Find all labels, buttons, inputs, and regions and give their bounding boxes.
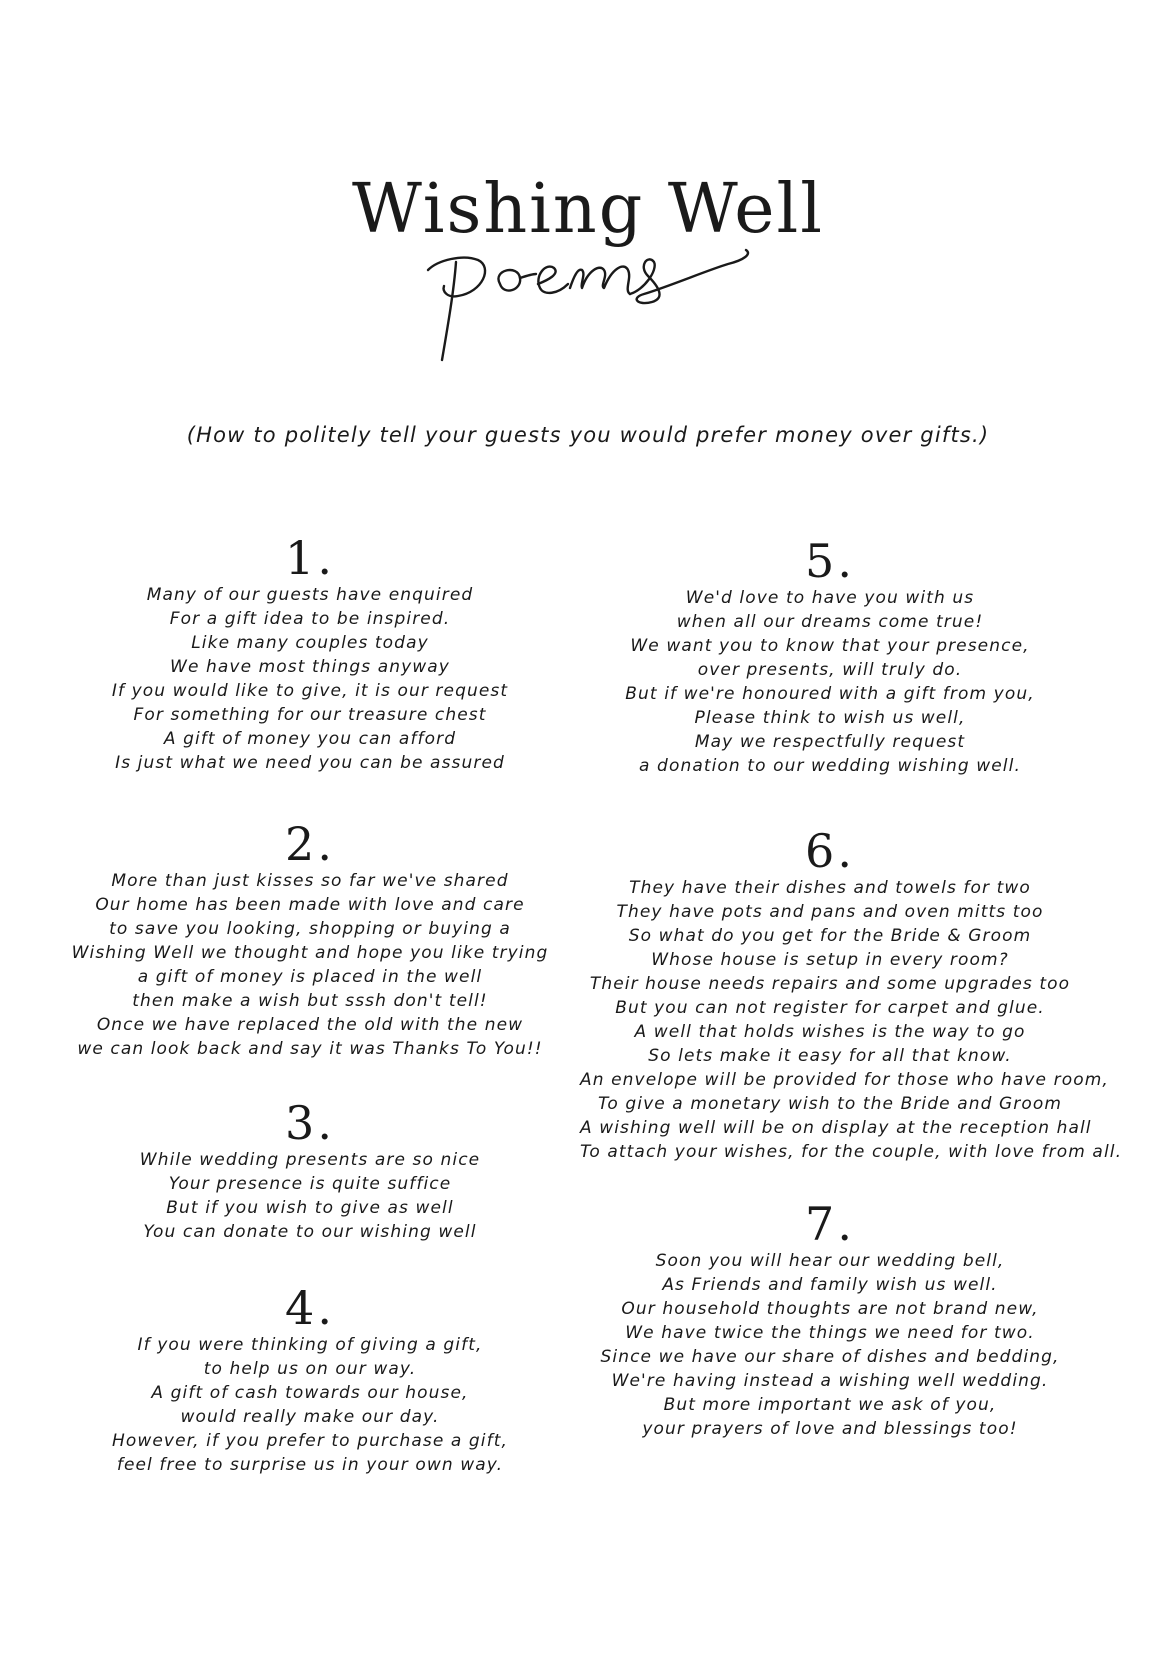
poem-line: So what do you get for the Bride & Groom	[628, 926, 1032, 946]
poem-line: However, if you prefer to purchase a gift,	[111, 1431, 508, 1451]
poem-lines	[60, 1333, 560, 1477]
poem-line: Soon you will hear our wedding bell,	[655, 1251, 1005, 1271]
poem-number: 4.	[285, 1281, 335, 1335]
poem-7	[580, 1199, 1080, 1441]
poem-line: Since we have our share of dishes and bedding,	[600, 1347, 1060, 1367]
poem-line: to save you looking, shopping or buying a	[109, 919, 511, 939]
poem-line: To give a monetary wish to the Bride and Groom	[597, 1094, 1063, 1114]
poem-line: We want you to know that your presence,	[630, 636, 1030, 656]
script-word-poems	[0, 240, 1176, 370]
script-poems-graphic	[408, 240, 768, 370]
page-title: Wishing Well	[352, 170, 824, 249]
poem-line: A well that holds wishes is the way to go	[634, 1022, 1026, 1042]
poem-line: We'd love to have you with us	[685, 588, 975, 608]
poem-line: Your presence is quite suffice	[168, 1174, 452, 1194]
poem-line: A gift of cash towards our house,	[151, 1383, 469, 1403]
poem-line: For something for our treasure chest	[133, 705, 487, 725]
poem-6	[580, 824, 1123, 1164]
poem-line: Once we have replaced the old with the new	[96, 1015, 524, 1035]
poem-line: Our household thoughts are not brand new,	[621, 1299, 1039, 1319]
poem-line: They have their dishes and towels for two	[629, 878, 1031, 898]
poem-line: But if you wish to give as well	[166, 1198, 454, 1218]
poem-lines	[60, 869, 560, 1061]
poem-line: For a gift idea to be inspired.	[169, 609, 451, 629]
poem-line: your prayers of love and blessings too!	[642, 1419, 1018, 1439]
poem-line: Whose house is setup in every room?	[651, 950, 1009, 970]
poem-line: But more important we ask of you,	[663, 1395, 997, 1415]
poem-line: So lets make it easy for all that know.	[648, 1046, 1012, 1066]
poem-line: We're having instead a wishing well wedding.	[611, 1371, 1049, 1391]
poem-line: If you were thinking of giving a gift,	[137, 1335, 483, 1355]
poem-line: They have pots and pans and oven mitts too	[616, 902, 1044, 922]
poem-number: 2.	[285, 817, 335, 871]
poem-line: feel free to surprise us in your own way.	[116, 1455, 504, 1475]
poem-line: Wishing Well we thought and hope you like trying	[71, 943, 549, 963]
poem-line: But if we're honoured with a gift from you,	[625, 684, 1035, 704]
poem-line: to help us on our way.	[203, 1359, 417, 1379]
poem-line: We have twice the things we need for two.	[625, 1323, 1035, 1343]
poem-line: But you can not register for carpet and glue.	[615, 998, 1045, 1018]
poem-line: To attach your wishes, for the couple, with love from all.	[580, 1142, 1123, 1162]
poem-5	[580, 536, 1080, 778]
poem-line: when all our dreams come true!	[676, 612, 984, 632]
poem-line: You can donate to our wishing well	[143, 1222, 477, 1242]
poem-number: 1.	[285, 531, 335, 585]
poem-4	[60, 1283, 560, 1477]
poem-line: Their house needs repairs and some upgrades too	[589, 974, 1071, 994]
poem-line: Is just what we need you can be assured	[115, 753, 505, 773]
poem-line: May we respectfully request	[694, 732, 966, 752]
poem-line: As Friends and family wish us well.	[662, 1275, 998, 1295]
poem-line: A wishing well will be on display at the reception hall	[580, 1118, 1092, 1138]
poem-3	[60, 1098, 560, 1244]
poem-line: An envelope will be provided for those who have room,	[580, 1070, 1109, 1090]
poem-line: Our home has been made with love and care	[95, 895, 525, 915]
poem-number: 5.	[805, 534, 855, 588]
poem-line: While wedding presents are so nice	[139, 1150, 481, 1170]
poem-line: Many of our guests have enquired	[146, 585, 474, 605]
poem-line: would really make our day.	[180, 1407, 440, 1427]
poem-line: over presents, will truly do.	[697, 660, 963, 680]
poem-line: We have most things anyway	[170, 657, 450, 677]
poem-1	[60, 533, 560, 775]
poem-line: a donation to our wedding wishing well.	[639, 756, 1021, 776]
poem-number: 7.	[805, 1197, 855, 1251]
poem-line: Please think to wish us well,	[694, 708, 966, 728]
poem-lines	[580, 1249, 1080, 1441]
poem-lines	[580, 586, 1080, 778]
poem-line: A gift of money you can afford	[163, 729, 457, 749]
poem-number: 3.	[285, 1096, 335, 1150]
poem-line: If you would like to give, it is our request	[111, 681, 509, 701]
poem-2	[60, 819, 560, 1061]
poem-line: a gift of money is placed in the well	[137, 967, 483, 987]
page-subtitle: (How to politely tell your guests you would prefer money over gifts.)	[186, 423, 990, 447]
poem-lines	[60, 583, 560, 775]
poem-line: More than just kisses so far we've shared	[111, 871, 509, 891]
poem-line: Like many couples today	[191, 633, 429, 653]
poem-line: then make a wish but sssh don't tell!	[132, 991, 488, 1011]
poem-number: 6.	[805, 824, 855, 878]
poem-lines	[60, 1148, 560, 1244]
poem-line: we can look back and say it was Thanks To You!!	[77, 1039, 543, 1059]
poem-lines	[580, 876, 1123, 1164]
